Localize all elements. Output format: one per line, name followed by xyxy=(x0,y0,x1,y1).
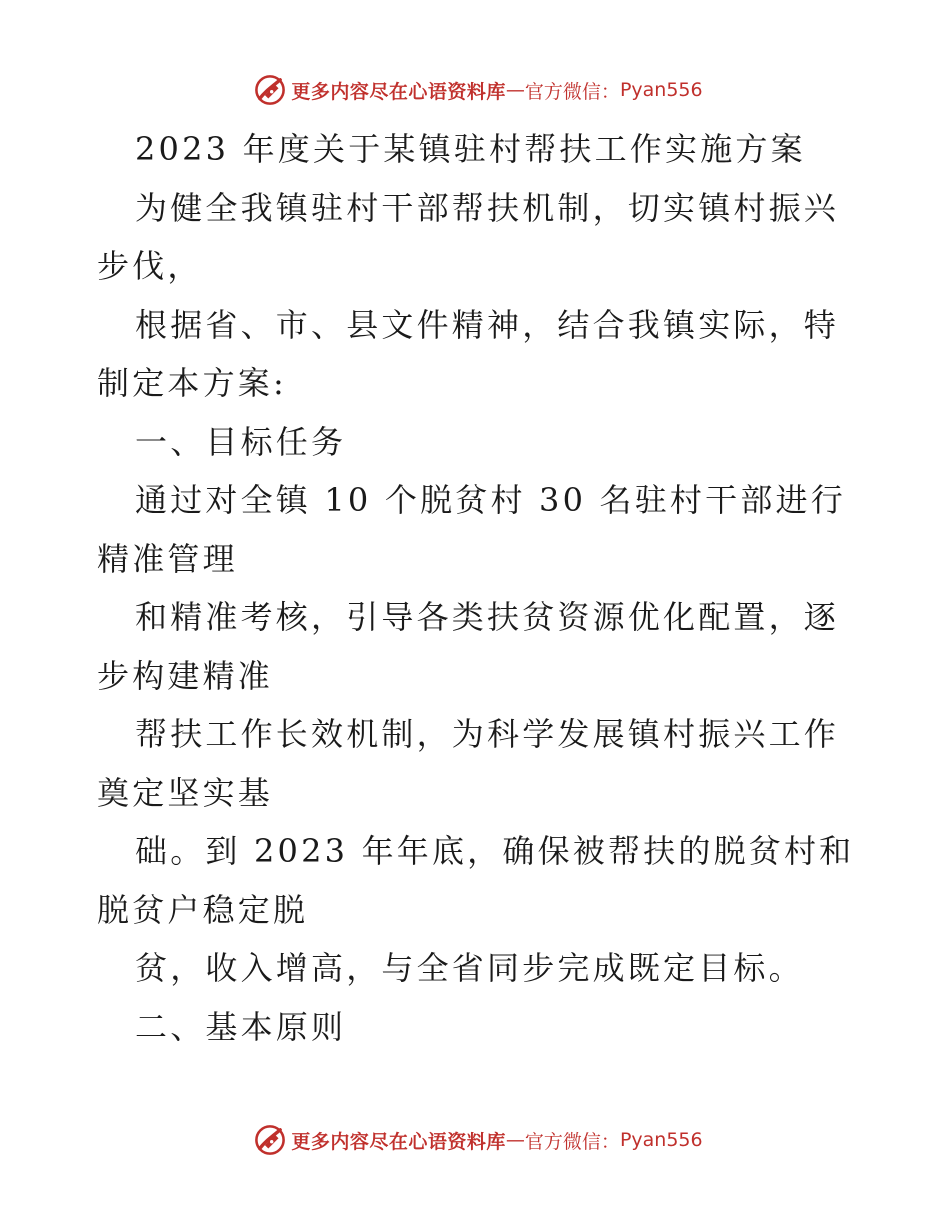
pen-logo-icon xyxy=(253,73,287,107)
paragraph-goals-5: 贫，收入增高，与全省同步完成既定目标。 xyxy=(135,949,804,987)
paragraph-goals-3: 帮扶工作长效机制，为科学发展镇村振兴工作奠定坚实基 xyxy=(97,715,840,812)
document-body xyxy=(97,120,857,1056)
section-heading-goals: 一、目标任务 xyxy=(135,422,347,461)
banner-wechat-label: 官方微信： xyxy=(524,1130,620,1153)
paragraph-intro: 为健全我镇驻村干部帮扶机制，切实镇村振兴步伐， xyxy=(97,188,840,285)
banner-wechat-id: Pyan556 xyxy=(619,1129,703,1151)
document-title: 2023 年度关于某镇驻村帮扶工作实施方案 xyxy=(135,130,806,168)
banner-brand-text: 更多内容尽在心语资料库 xyxy=(291,1130,506,1153)
banner-wechat-id: Pyan556 xyxy=(619,79,703,101)
paragraph-goals-4: 础。到 2023 年年底，确保被帮扶的脱贫村和脱贫户稳定脱 xyxy=(97,832,855,929)
footer-banner xyxy=(0,1122,950,1158)
paragraph-goals-2: 和精准考核，引导各类扶贫资源优化配置，逐步构建精准 xyxy=(97,598,840,695)
section-heading-principles: 二、基本原则 xyxy=(135,1007,347,1046)
paragraph-goals-1: 通过对全镇 10 个脱贫村 30 名驻村干部进行精准管理 xyxy=(97,481,846,578)
banner-brand-text: 更多内容尽在心语资料库 xyxy=(291,80,506,103)
paragraph-basis: 根据省、市、县文件精神，结合我镇实际，特制定本方案: xyxy=(97,305,840,402)
header-banner xyxy=(0,72,950,108)
pen-logo-icon xyxy=(253,1123,287,1157)
banner-dash: — xyxy=(505,79,525,101)
banner-wechat-label: 官方微信： xyxy=(524,80,620,103)
banner-dash: — xyxy=(505,1129,525,1151)
